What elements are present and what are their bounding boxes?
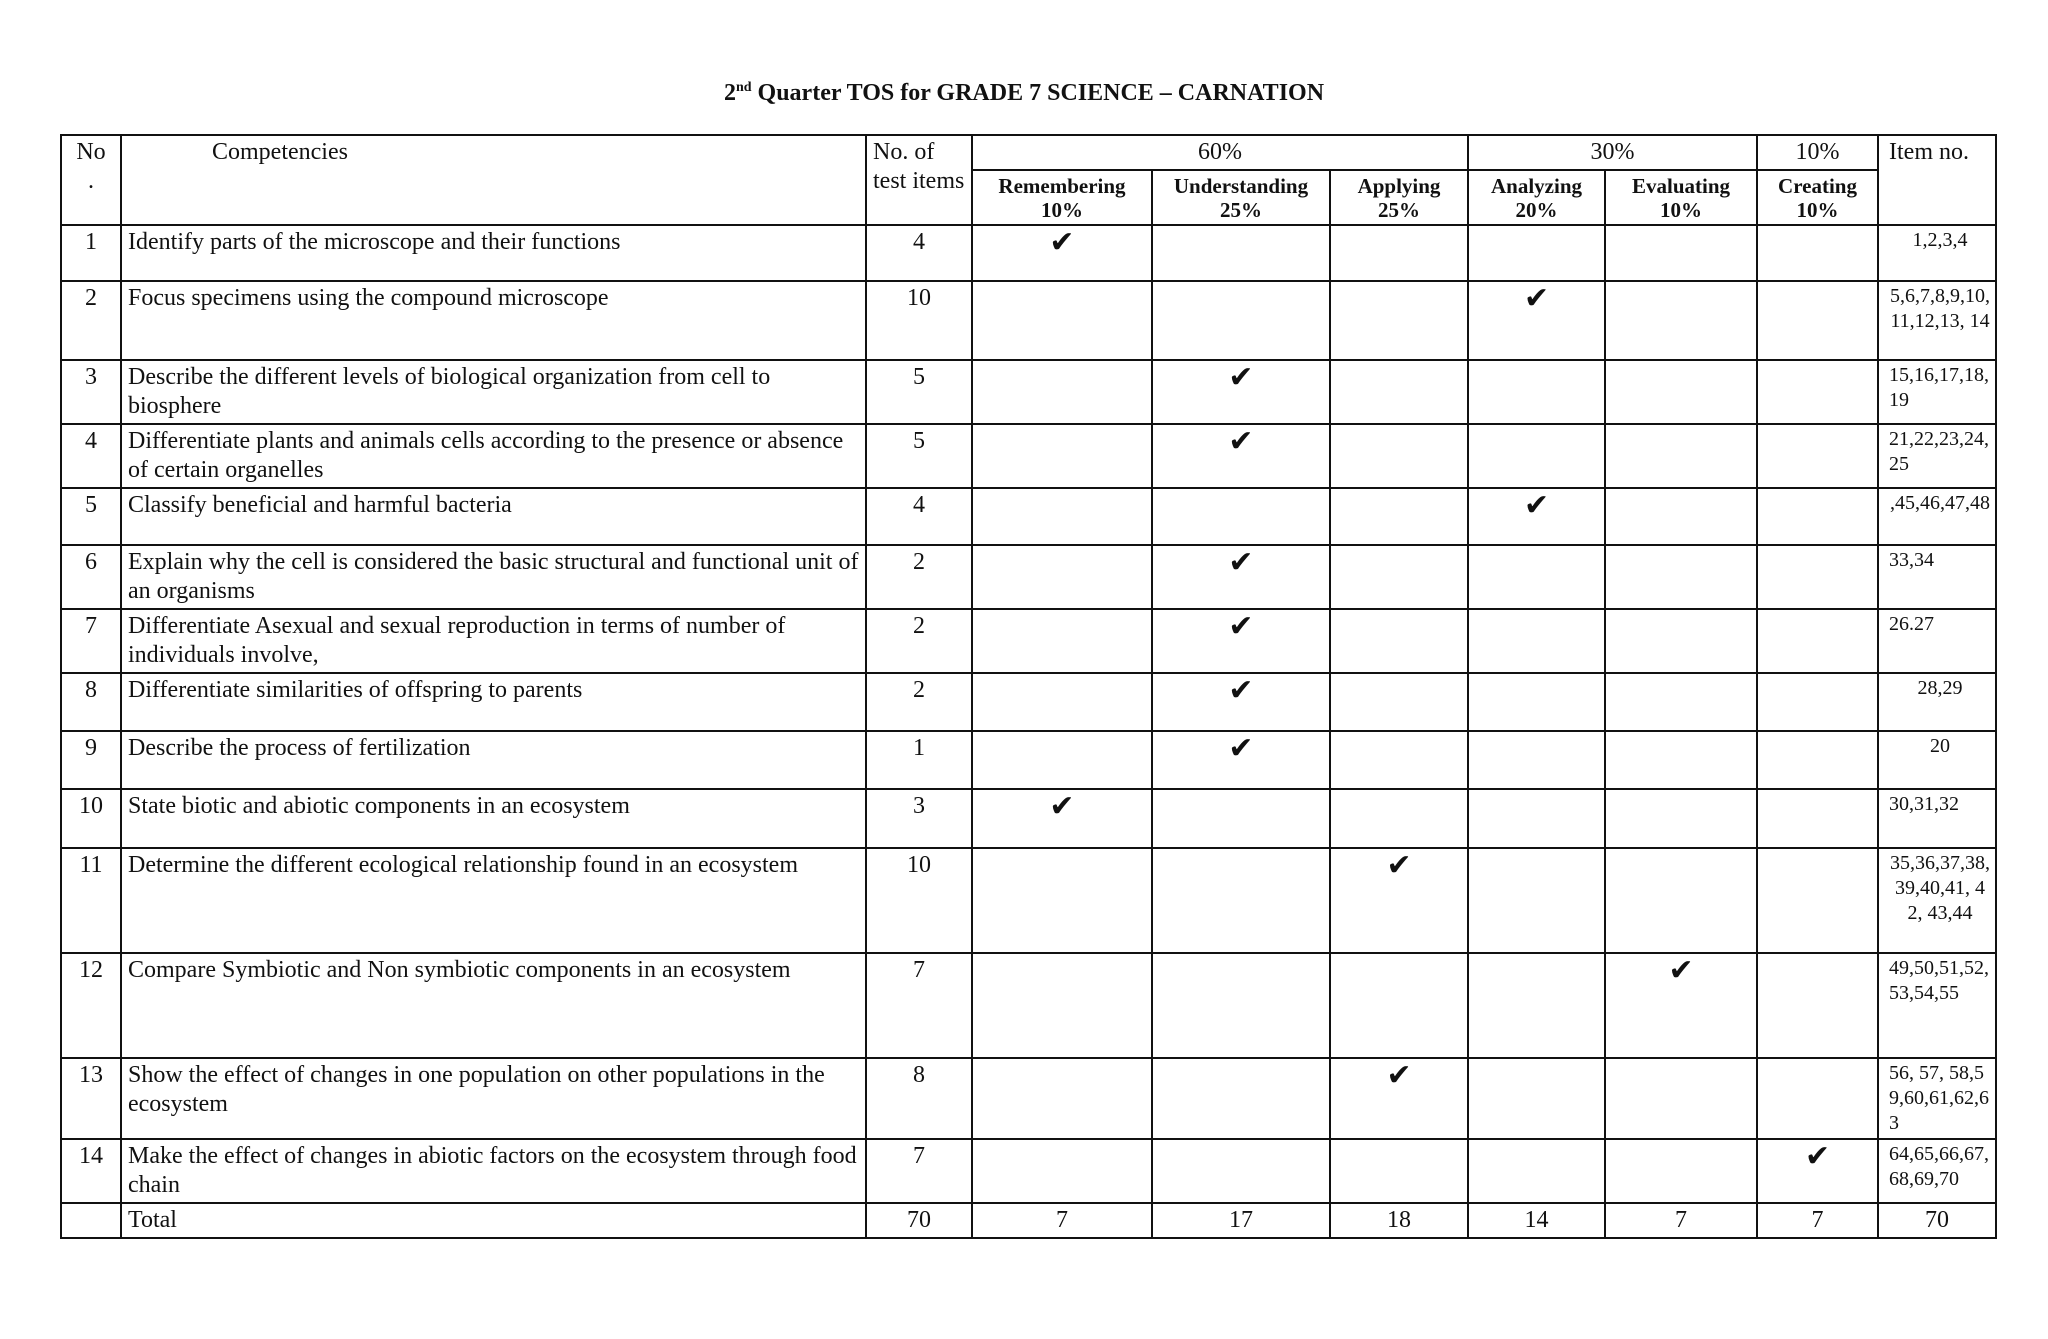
check-icon: ✔ (1668, 954, 1694, 987)
check-icon: ✔ (1523, 282, 1550, 315)
item-numbers: ,45,46,47,48 (1878, 488, 1996, 545)
level-cell (1605, 953, 1757, 1058)
header-row-groups (61, 135, 1996, 170)
competency-text: Show the effect of changes in one population on other populations in the ecosystem (121, 1058, 866, 1139)
level-cell (1468, 281, 1605, 360)
item-numbers: 56, 57, 58,59,60,61,62,63 (1878, 1058, 1996, 1139)
level-cell (1330, 360, 1468, 424)
level-cell (1330, 281, 1468, 360)
row-number: 14 (61, 1139, 121, 1203)
level-name: Applying (1357, 174, 1441, 198)
check-icon: ✔ (1228, 610, 1254, 643)
table-row (61, 488, 1996, 545)
level-name: Evaluating (1632, 174, 1731, 198)
level-cell (1757, 673, 1878, 731)
header-level-4 (1605, 170, 1757, 225)
item-numbers: 20 (1878, 731, 1996, 789)
total-level-2: 18 (1330, 1203, 1468, 1238)
table-row (61, 1139, 1996, 1203)
competency-text: Focus specimens using the compound microscope (121, 281, 866, 360)
test-item-count: 4 (866, 225, 972, 281)
test-item-count: 4 (866, 488, 972, 545)
level-cell (1152, 1139, 1330, 1203)
header-group-10: 10% (1757, 135, 1878, 170)
level-cell (1605, 424, 1757, 488)
level-cell (1152, 789, 1330, 848)
level-cell (972, 953, 1152, 1058)
level-cell (1468, 1139, 1605, 1203)
level-cell (1468, 848, 1605, 953)
row-number: 10 (61, 789, 121, 848)
check-icon: ✔ (1386, 849, 1412, 882)
total-blank (61, 1203, 121, 1238)
tos-body (61, 225, 1996, 1238)
level-cell (972, 1139, 1152, 1203)
level-cell (972, 789, 1152, 848)
total-count: 70 (866, 1203, 972, 1238)
level-cell (1152, 953, 1330, 1058)
level-cell (1605, 225, 1757, 281)
table-row (61, 609, 1996, 673)
header-competencies: Competencies (121, 135, 866, 225)
level-cell (1605, 789, 1757, 848)
level-cell (1757, 225, 1878, 281)
item-numbers: 5,6,7,8,9,10,11,12,13, 14 (1878, 281, 1996, 360)
test-item-count: 2 (866, 609, 972, 673)
level-cell (1468, 673, 1605, 731)
level-cell (972, 545, 1152, 609)
level-cell (1152, 424, 1330, 488)
level-percent: 10% (1660, 198, 1703, 222)
test-item-count: 7 (866, 953, 972, 1058)
level-cell (1152, 673, 1330, 731)
level-cell (1605, 488, 1757, 545)
test-item-count: 5 (866, 360, 972, 424)
competency-text: Explain why the cell is considered the basic structural and functional unit of an organisms (121, 545, 866, 609)
level-cell (1605, 360, 1757, 424)
level-cell (1605, 281, 1757, 360)
table-row (61, 545, 1996, 609)
level-name: Remembering (998, 174, 1126, 198)
level-cell (1605, 731, 1757, 789)
level-cell (1468, 225, 1605, 281)
level-cell (972, 225, 1152, 281)
title-text: Quarter TOS for GRADE 7 SCIENCE – CARNATION (751, 80, 1325, 106)
level-cell (1757, 281, 1878, 360)
level-cell (1330, 1139, 1468, 1203)
check-icon: ✔ (1523, 489, 1550, 522)
title-superscript: nd (735, 80, 752, 95)
level-cell (972, 360, 1152, 424)
header-level-5 (1757, 170, 1878, 225)
table-row (61, 953, 1996, 1058)
level-cell (1152, 1058, 1330, 1139)
level-cell (972, 281, 1152, 360)
level-cell (1330, 953, 1468, 1058)
level-percent: 10% (1796, 198, 1839, 222)
level-percent: 25% (1220, 198, 1262, 222)
header-level-2 (1330, 170, 1468, 225)
competency-text: Differentiate similarities of offspring to parents (121, 673, 866, 731)
level-cell (1468, 731, 1605, 789)
total-level-5: 7 (1757, 1203, 1878, 1238)
level-percent: 20% (1515, 198, 1558, 222)
level-cell (1330, 673, 1468, 731)
row-number: 4 (61, 424, 121, 488)
item-numbers: 64,65,66,67,68,69,70 (1878, 1139, 1996, 1203)
test-item-count: 8 (866, 1058, 972, 1139)
level-cell (972, 731, 1152, 789)
check-icon: ✔ (1049, 226, 1075, 259)
competency-text: Differentiate plants and animals cells according to the presence or absence of certain organelles (121, 424, 866, 488)
level-cell (1757, 848, 1878, 953)
item-numbers: 30,31,32 (1878, 789, 1996, 848)
level-cell (1152, 609, 1330, 673)
level-name: Analyzing (1491, 174, 1583, 198)
table-row (61, 281, 1996, 360)
test-item-count: 2 (866, 673, 972, 731)
header-level-1 (1152, 170, 1330, 225)
item-numbers: 1,2,3,4 (1878, 225, 1996, 281)
row-number: 9 (61, 731, 121, 789)
header-no: No . (61, 135, 121, 225)
header-level-3 (1468, 170, 1605, 225)
table-row (61, 360, 1996, 424)
check-icon: ✔ (1228, 361, 1254, 394)
tos-table (60, 134, 1997, 1239)
test-item-count: 1 (866, 731, 972, 789)
level-name: Creating (1778, 174, 1857, 198)
row-number: 1 (61, 225, 121, 281)
test-item-count: 3 (866, 789, 972, 848)
item-numbers: 15,16,17,18,19 (1878, 360, 1996, 424)
total-level-3: 14 (1468, 1203, 1605, 1238)
level-cell (1757, 789, 1878, 848)
level-cell (1152, 848, 1330, 953)
total-label: Total (121, 1203, 866, 1238)
competency-text: Classify beneficial and harmful bacteria (121, 488, 866, 545)
item-numbers: 26.27 (1878, 609, 1996, 673)
level-cell (1330, 545, 1468, 609)
level-cell (1330, 731, 1468, 789)
test-item-count: 10 (866, 848, 972, 953)
competency-text: Make the effect of changes in abiotic factors on the ecosystem through food chain (121, 1139, 866, 1203)
level-cell (972, 848, 1152, 953)
level-cell (1330, 225, 1468, 281)
level-cell (1152, 731, 1330, 789)
test-item-count: 5 (866, 424, 972, 488)
level-cell (1330, 424, 1468, 488)
level-cell (1468, 609, 1605, 673)
item-numbers: 28,29 (1878, 673, 1996, 731)
level-cell (1757, 953, 1878, 1058)
level-cell (972, 673, 1152, 731)
check-icon: ✔ (1228, 674, 1254, 707)
level-cell (1757, 1058, 1878, 1139)
table-row (61, 789, 1996, 848)
item-numbers: 21,22,23,24,25 (1878, 424, 1996, 488)
table-row (61, 673, 1996, 731)
competency-text: Describe the process of fertilization (121, 731, 866, 789)
total-level-4: 7 (1605, 1203, 1757, 1238)
competency-text: Differentiate Asexual and sexual reproduction in terms of number of individuals involve, (121, 609, 866, 673)
level-cell (1757, 488, 1878, 545)
header-level-0 (972, 170, 1152, 225)
level-cell (1330, 1058, 1468, 1139)
document-title (0, 80, 2048, 107)
table-row (61, 848, 1996, 953)
total-row (61, 1203, 1996, 1238)
header-item-no: Item no. (1878, 135, 1996, 225)
table-row (61, 731, 1996, 789)
level-cell (1757, 609, 1878, 673)
level-cell (1605, 673, 1757, 731)
total-level-0: 7 (972, 1203, 1152, 1238)
level-cell (972, 424, 1152, 488)
level-cell (1605, 1139, 1757, 1203)
title-number: 2 (723, 80, 736, 106)
row-number: 6 (61, 545, 121, 609)
row-number: 3 (61, 360, 121, 424)
row-number: 11 (61, 848, 121, 953)
level-cell (1605, 1058, 1757, 1139)
level-cell (1605, 545, 1757, 609)
total-items: 70 (1878, 1203, 1996, 1238)
level-cell (1330, 609, 1468, 673)
level-cell (1330, 488, 1468, 545)
level-cell (1468, 488, 1605, 545)
check-icon: ✔ (1386, 1059, 1412, 1092)
row-number: 2 (61, 281, 121, 360)
level-cell (1757, 424, 1878, 488)
level-name: Understanding (1173, 174, 1309, 198)
level-cell (972, 488, 1152, 545)
row-number: 7 (61, 609, 121, 673)
item-numbers: 49,50,51,52,53,54,55 (1878, 953, 1996, 1058)
level-percent: 25% (1378, 198, 1420, 222)
level-cell (1757, 545, 1878, 609)
row-number: 5 (61, 488, 121, 545)
header-group-30: 30% (1468, 135, 1757, 170)
level-cell (1468, 1058, 1605, 1139)
check-icon: ✔ (1228, 425, 1254, 458)
level-cell (1152, 281, 1330, 360)
test-item-count: 7 (866, 1139, 972, 1203)
item-numbers: 33,34 (1878, 545, 1996, 609)
row-number: 8 (61, 673, 121, 731)
competency-text: Determine the different ecological relationship found in an ecosystem (121, 848, 866, 953)
level-cell (1757, 1139, 1878, 1203)
level-cell (1152, 545, 1330, 609)
level-cell (1605, 609, 1757, 673)
row-number: 13 (61, 1058, 121, 1139)
check-icon: ✔ (1049, 790, 1075, 823)
competency-text: Identify parts of the microscope and their functions (121, 225, 866, 281)
level-cell (1605, 848, 1757, 953)
level-cell (1152, 225, 1330, 281)
test-item-count: 10 (866, 281, 972, 360)
level-cell (1468, 545, 1605, 609)
level-cell (1152, 488, 1330, 545)
level-cell (1330, 848, 1468, 953)
test-item-count: 2 (866, 545, 972, 609)
table-row (61, 424, 1996, 488)
table-row (61, 1058, 1996, 1139)
level-cell (1330, 789, 1468, 848)
level-cell (1757, 731, 1878, 789)
level-cell (1468, 360, 1605, 424)
check-icon: ✔ (1228, 732, 1254, 765)
level-cell (972, 609, 1152, 673)
level-cell (1152, 360, 1330, 424)
level-percent: 10% (1041, 198, 1083, 222)
level-cell (1468, 789, 1605, 848)
check-icon: ✔ (1804, 1140, 1831, 1173)
competency-text: Compare Symbiotic and Non symbiotic components in an ecosystem (121, 953, 866, 1058)
item-numbers: 35,36,37,38,39,40,41, 42, 43,44 (1878, 848, 1996, 953)
total-level-1: 17 (1152, 1203, 1330, 1238)
competency-text: Describe the different levels of biological organization from cell to biosphere (121, 360, 866, 424)
level-cell (1468, 953, 1605, 1058)
competency-text: State biotic and abiotic components in an ecosystem (121, 789, 866, 848)
header-num-items: No. of test items (866, 135, 972, 225)
row-number: 12 (61, 953, 121, 1058)
level-cell (972, 1058, 1152, 1139)
check-icon: ✔ (1228, 546, 1254, 579)
header-group-60: 60% (972, 135, 1468, 170)
level-cell (1757, 360, 1878, 424)
level-cell (1468, 424, 1605, 488)
table-row (61, 225, 1996, 281)
